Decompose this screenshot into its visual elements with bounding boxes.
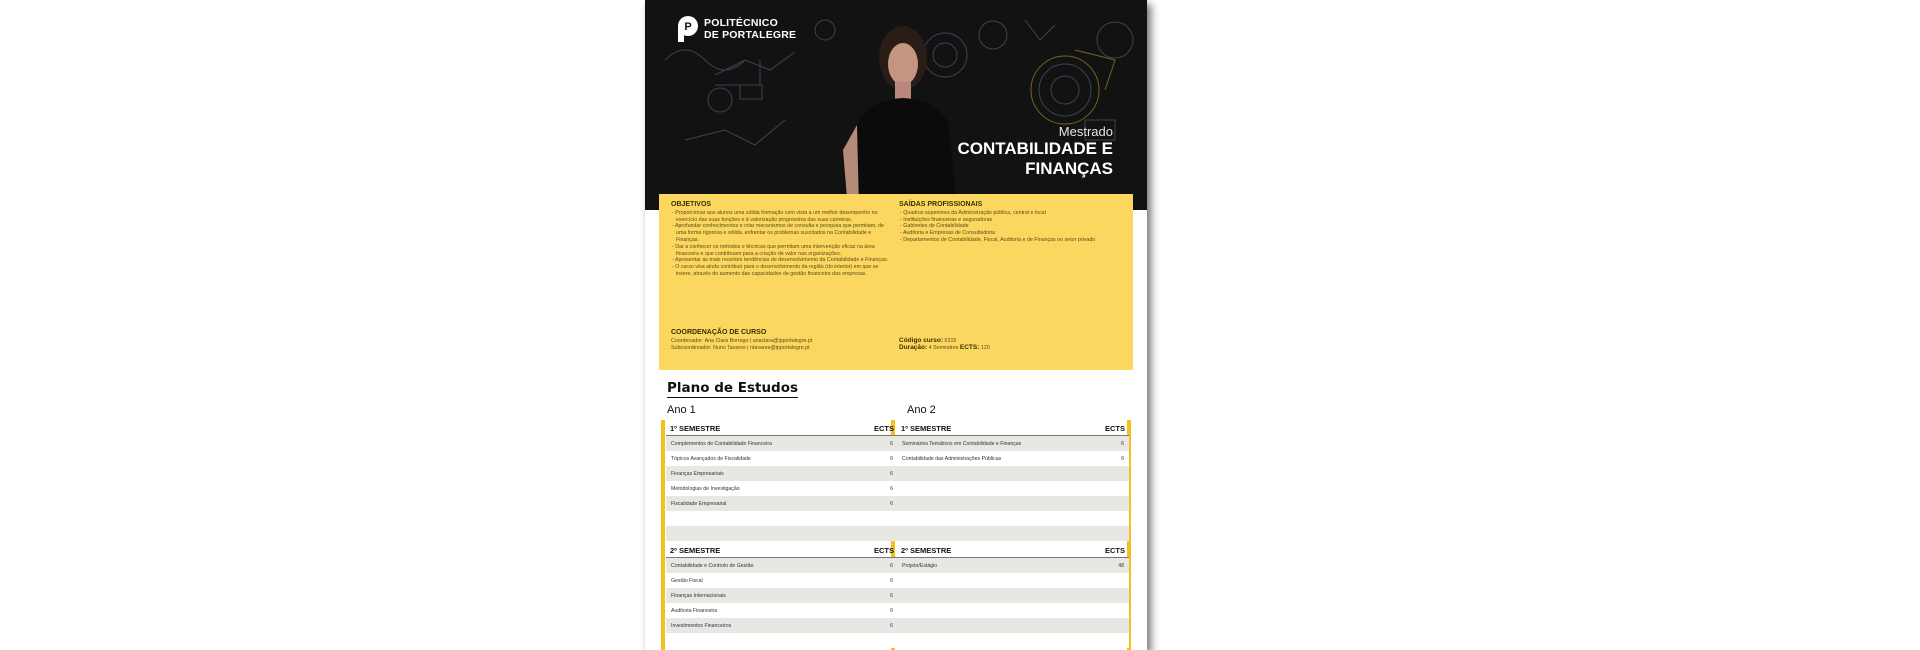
table-row — [666, 618, 898, 633]
subcoordenador-text: Subcoordenador: Nuno Tavares | ntavares@ipportalegre.pt — [671, 344, 810, 351]
table-row — [897, 618, 1129, 633]
course-name: Contabilidade e Controlo de Gestão — [671, 562, 754, 569]
plano-estudos-title: Plano de Estudos — [667, 380, 799, 396]
course-name: Finanças Internacionais — [671, 592, 726, 599]
course-name: Auditoria Financeira — [671, 607, 718, 614]
table-header — [666, 421, 898, 436]
ects-header: ECTS — [1104, 423, 1125, 433]
course-ects: 6 — [890, 485, 893, 492]
table-year1-sem1 — [666, 421, 898, 541]
table-header — [897, 543, 1129, 558]
objetivos-item: - Apresentar as mais recentes tendências de desenvolvimento da Contabilidade e Finanças. — [671, 257, 893, 264]
duracao-value: 4 Semestres — [928, 344, 959, 351]
objetivos-item: - Proporcionar aos alunos uma sólida formação com vista a um melhor desempenho no exercício das suas funções e à valorização progressiva das suas carreiras. — [671, 210, 893, 224]
table-row — [666, 511, 898, 526]
table-row — [666, 573, 898, 588]
course-name-line-1: CONTABILIDADE E — [957, 139, 1113, 158]
logo-line-2: DE PORTALEGRE — [704, 29, 797, 41]
polytechnic-logo — [678, 16, 796, 42]
objetivos-section — [671, 202, 893, 278]
brochure-page — [645, 0, 1147, 650]
ects-header: ECTS — [873, 423, 894, 433]
saidas-item: - Instituições financeiras e seguradoras — [899, 217, 1121, 224]
table-row — [666, 526, 898, 541]
course-ects: 6 — [890, 470, 893, 477]
course-ects: 6 — [890, 562, 893, 569]
course-name: Metodologias de Investigação — [671, 485, 740, 492]
saidas-heading: SAÍDAS PROFISSIONAIS — [899, 201, 983, 208]
table-row — [666, 633, 898, 648]
course-name: Tópicos Avançados de Fiscalidade — [671, 455, 751, 462]
semester-label: 2º SEMESTRE — [670, 545, 721, 555]
table-row — [666, 451, 898, 466]
year-1-label: Ano 1 — [667, 404, 696, 416]
course-ects: 6 — [890, 500, 893, 507]
year-1-accent-bar — [661, 420, 665, 650]
saidas-item: - Departamentos de Contabilidade, Fiscal, Auditoria e de Finanças no setor privado — [899, 237, 1121, 244]
table-row — [897, 633, 1129, 648]
objetivos-item: - Dar a conhecer os métodos e técnicas que permitam uma intervenção eficaz na área financeira e que contribuam para a criação de valor nas organizações. — [671, 244, 893, 258]
ects-label: ECTS: — [959, 343, 980, 351]
saidas-item: - Gabinetes de Contabilidade — [899, 223, 1121, 230]
table-row — [666, 588, 898, 603]
course-ects: 6 — [890, 440, 893, 447]
table-row — [897, 558, 1129, 573]
table-row — [666, 466, 898, 481]
course-name-line-2: FINANÇAS — [1025, 159, 1113, 178]
semester-label: 1º SEMESTRE — [670, 423, 721, 433]
table-row — [897, 466, 1129, 481]
course-name: Complementos de Contabilidade Financeira — [671, 440, 772, 447]
svg-text:P: P — [684, 21, 692, 33]
course-ects: 6 — [890, 622, 893, 629]
course-name: Fiscalidade Empresarial — [671, 500, 727, 507]
table-year2-sem2 — [897, 543, 1129, 648]
semester-label: 1º SEMESTRE — [901, 423, 952, 433]
table-row — [897, 496, 1129, 511]
saidas-item: - Quadros superiores da Administração pública, central e local — [899, 210, 1121, 217]
ects-value: 120 — [980, 344, 990, 351]
course-name: Finanças Empresariais — [671, 470, 724, 477]
table-row — [666, 481, 898, 496]
course-ects: 6 — [1121, 455, 1124, 462]
degree-type: Mestrado — [1058, 124, 1113, 139]
objetivos-item: - Aprofundar conhecimentos e criar mecanismos de consulta e pesquisa que permitam, de uma forma rigorosa e sólida, enfrentar os problemas suscitados na Contabilidade e Finanças. — [671, 223, 893, 243]
course-name: Gestão Fiscal — [671, 577, 703, 584]
coordenacao-section — [671, 330, 893, 351]
course-details — [899, 338, 1121, 352]
table-row — [897, 526, 1129, 541]
saidas-section — [899, 202, 1121, 244]
coordenacao-heading: COORDENAÇÃO DE CURSO — [671, 329, 767, 336]
table-row — [897, 573, 1129, 588]
course-ects: 6 — [890, 577, 893, 584]
table-row — [897, 588, 1129, 603]
table-header — [897, 421, 1129, 436]
course-ects: 6 — [1121, 440, 1124, 447]
course-ects: 6 — [890, 592, 893, 599]
duracao-label: Duração: — [899, 343, 928, 351]
table-row — [897, 603, 1129, 618]
table-year2-sem1 — [897, 421, 1129, 541]
person-silhouette — [843, 26, 957, 210]
course-name: Investimentos Financeiros — [671, 622, 732, 629]
table-year1-sem2 — [666, 543, 898, 648]
course-info-panel — [659, 194, 1133, 370]
logo-line-1: POLITÉCNICO — [704, 17, 778, 29]
objetivos-item: - O curso visa ainda contribuir para o desenvolvimento da região (do interior) em que se insere, através do aumento das capacidades de gestão financeira das empresas. — [671, 264, 893, 278]
course-title — [957, 124, 1113, 179]
course-name: Seminários Temáticos em Contabilidade e Finanças — [902, 440, 1022, 447]
semester-label: 2º SEMESTRE — [901, 545, 952, 555]
course-ects: 6 — [890, 455, 893, 462]
codigo-value: 6315 — [944, 338, 957, 344]
year-2-label: Ano 2 — [907, 404, 936, 416]
table-row — [897, 511, 1129, 526]
course-ects: 6 — [890, 607, 893, 614]
ects-header: ECTS — [1104, 545, 1125, 555]
coordenador-text: Coordenador: Ana Clara Borrego | anaclara@ipportalegre.pt — [671, 337, 813, 344]
table-row — [666, 603, 898, 618]
course-name: Contabilidade das Administrações Públicas — [902, 455, 1002, 462]
course-ects: 48 — [1118, 562, 1124, 569]
table-row — [897, 451, 1129, 466]
objetivos-heading: OBJETIVOS — [671, 201, 712, 208]
saidas-item: - Auditoria e Empresas de Consultadoria — [899, 230, 1121, 237]
table-row — [666, 558, 898, 573]
codigo-label: Código curso: — [899, 337, 944, 344]
table-header — [666, 543, 898, 558]
table-row — [666, 496, 898, 511]
table-row — [897, 481, 1129, 496]
table-row — [666, 436, 898, 451]
hero-banner — [645, 0, 1147, 210]
table-row — [897, 436, 1129, 451]
ects-header: ECTS — [873, 545, 894, 555]
course-name: Projeto/Estágio — [902, 562, 938, 569]
logo-mark-icon — [678, 16, 698, 42]
